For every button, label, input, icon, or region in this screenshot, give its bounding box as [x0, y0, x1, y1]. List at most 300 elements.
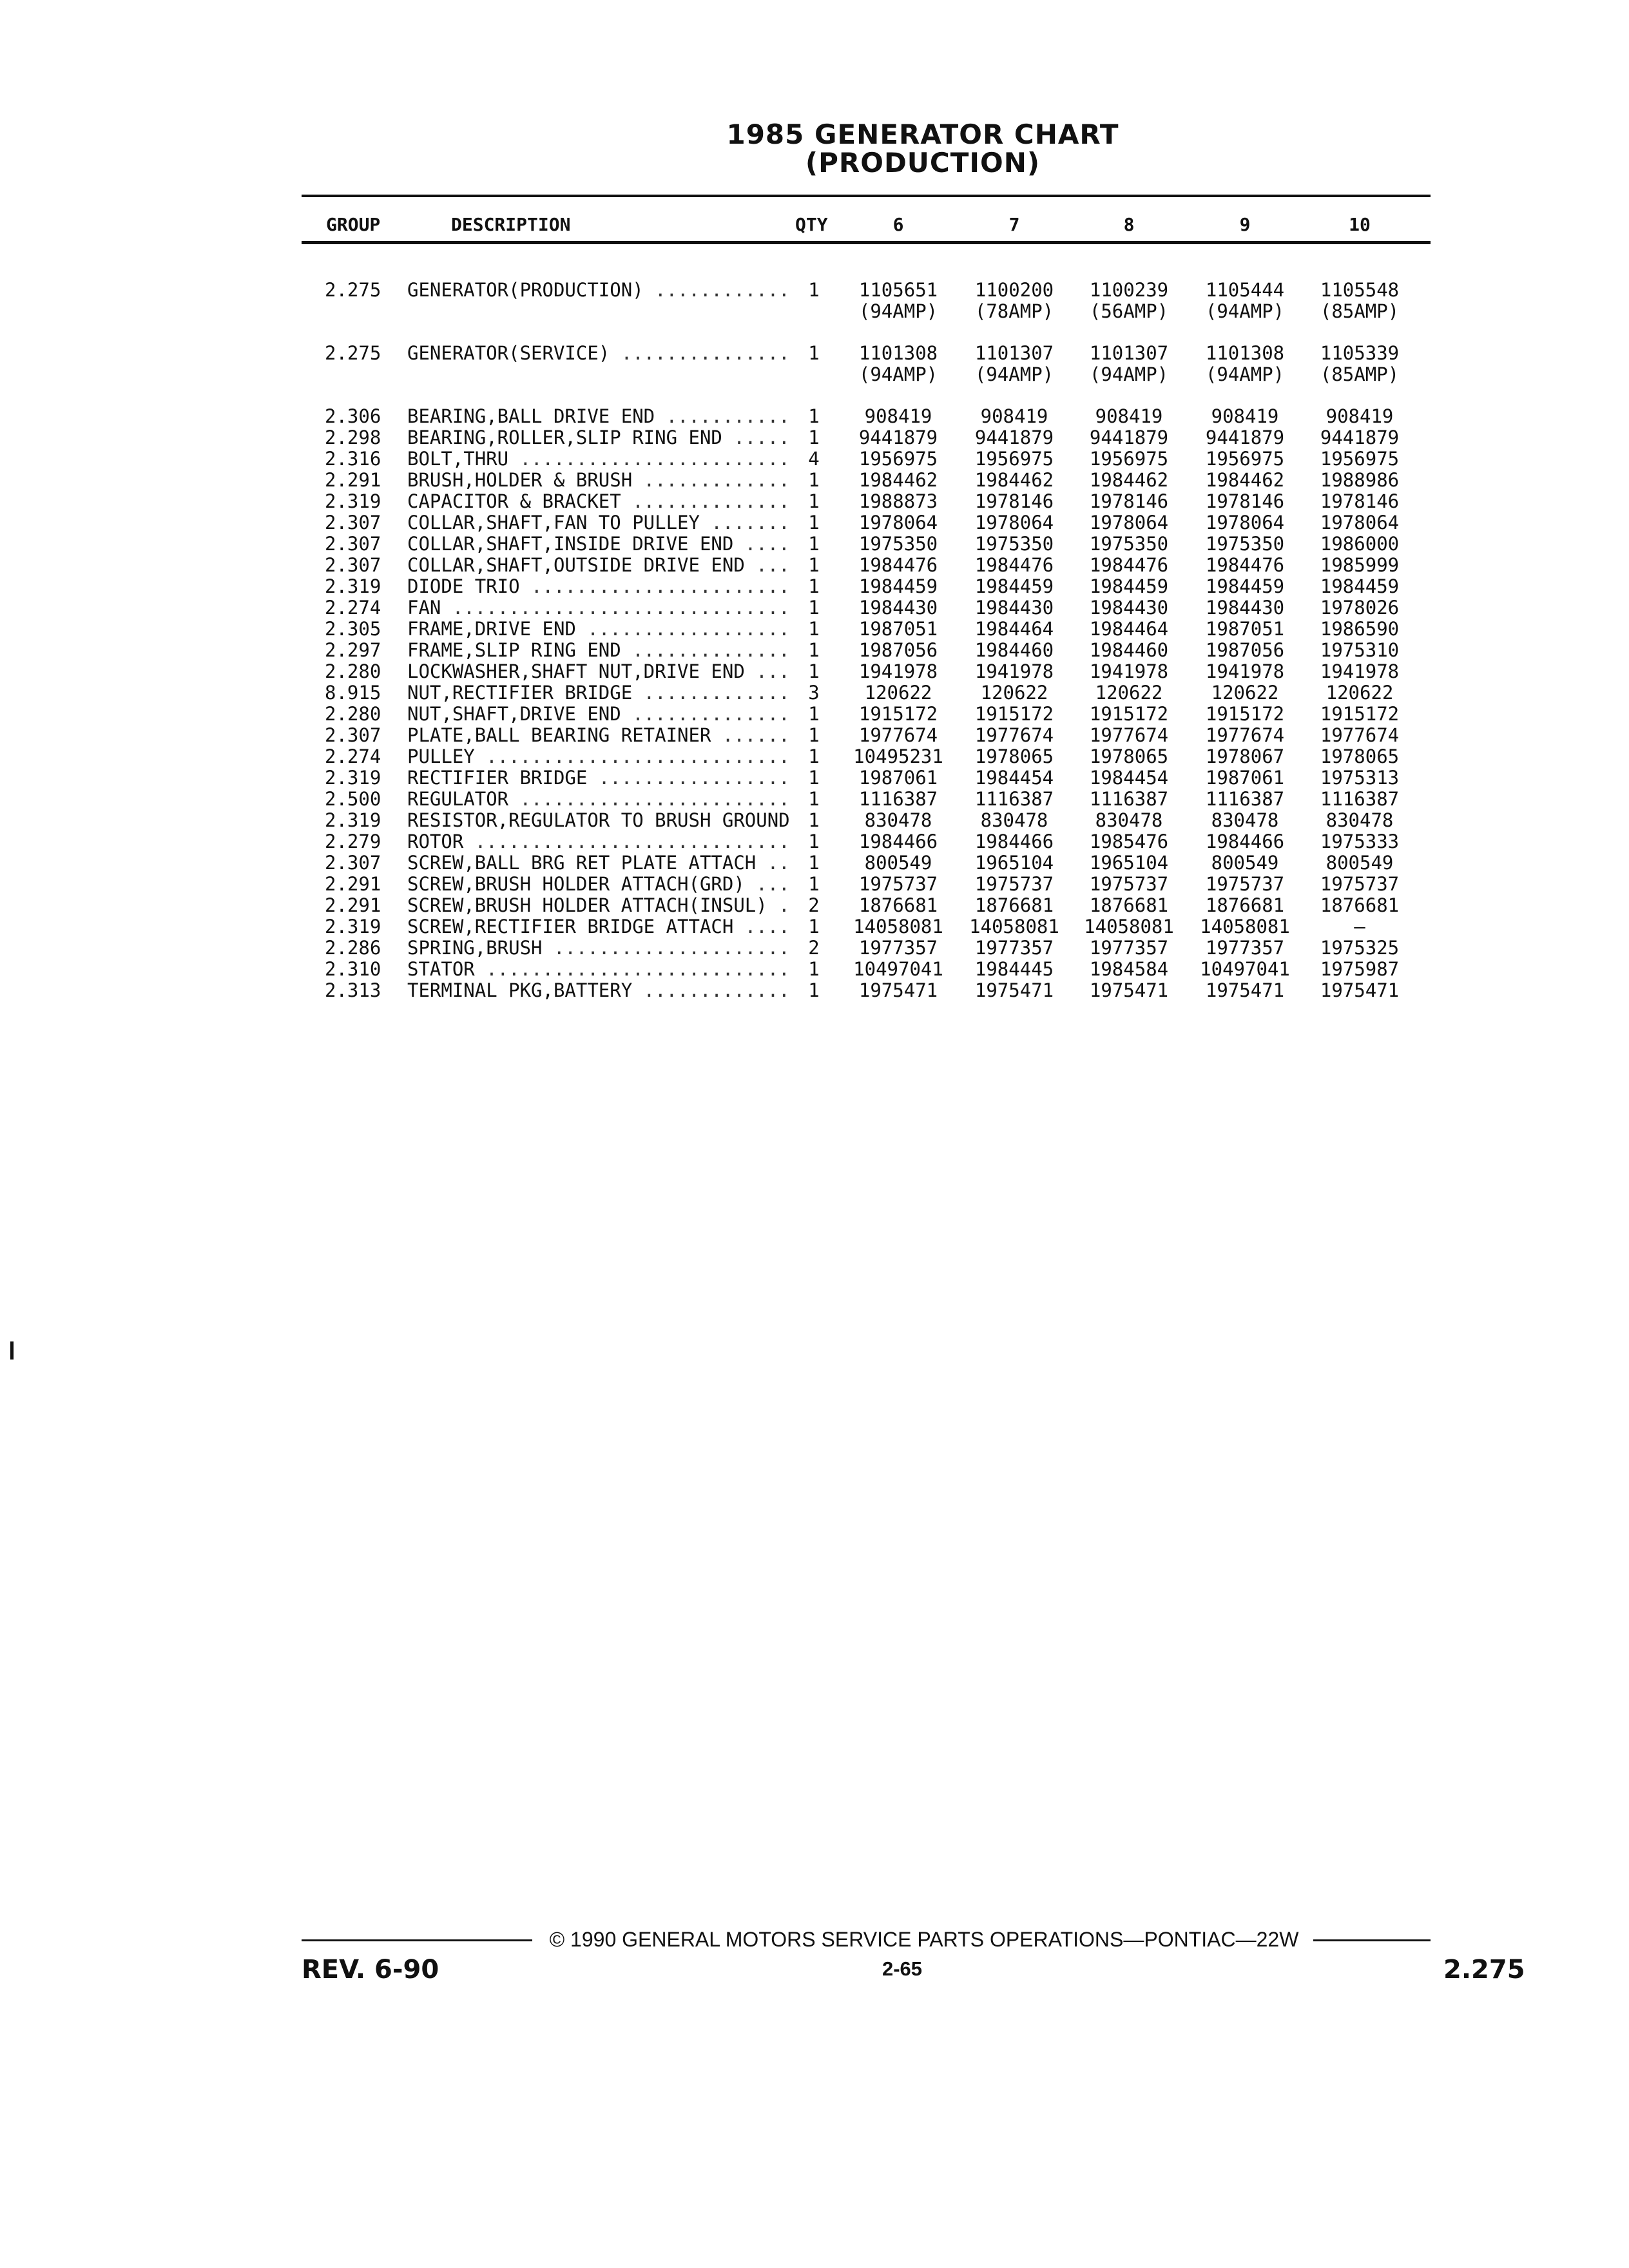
part-number-col-8: 1984454 [1089, 767, 1169, 789]
part-number-col-7: 1984454 [974, 767, 1054, 789]
part-number-col-9: 908419 [1211, 405, 1279, 427]
part-number-col-10: 1975310 [1320, 639, 1400, 661]
leader-dots: ...... [711, 725, 790, 746]
table-row [0, 746, 1629, 767]
quantity: 1 [808, 788, 820, 810]
page-title: 1985 GENERATOR CHART [726, 119, 1119, 150]
part-description-text: RESISTOR,REGULATOR TO BRUSH GROUND [407, 810, 790, 831]
part-number-col-10: 1956975 [1320, 448, 1400, 470]
part-number-col-8: 1984460 [1089, 639, 1169, 661]
footer-rule-left [302, 1939, 532, 1941]
column-header-qty: QTY [795, 214, 828, 235]
leader-dots: .............................. [441, 597, 790, 619]
part-number-col-7: 1984445 [974, 958, 1054, 980]
leader-dots: ..... [722, 427, 790, 448]
group-number: 2.319 [325, 575, 381, 597]
part-number-col-10: 1986590 [1320, 618, 1400, 640]
part-number-col-9: 120622 [1211, 682, 1279, 704]
part-number-col-6: 1984459 [858, 575, 938, 597]
part-description-text: GENERATOR(PRODUCTION) [407, 280, 644, 301]
part-number-col-10: 1984459 [1320, 575, 1400, 597]
table-row [0, 831, 1629, 852]
part-number-col-8: 1941978 [1089, 660, 1169, 682]
part-number-col-10: 1975325 [1320, 937, 1400, 959]
part-number-col-6: 10495231 [853, 745, 943, 767]
part-description-text: FRAME,SLIP RING END [407, 640, 621, 661]
part-number-col-7: 1977357 [974, 937, 1054, 959]
amperage-col-7: (78AMP) [974, 300, 1054, 322]
part-number-col-10: 1975471 [1320, 979, 1400, 1001]
part-number-col-9: 1978064 [1205, 512, 1285, 533]
group-number: 2.307 [325, 852, 381, 874]
leader-dots: .................. [575, 619, 790, 640]
part-number-col-9: 1984466 [1205, 831, 1285, 852]
quantity: 1 [808, 575, 820, 597]
quantity: 1 [808, 724, 820, 746]
quantity: 1 [808, 279, 820, 301]
part-description-text: BOLT,THRU [407, 448, 509, 470]
quantity: 2 [808, 937, 820, 959]
part-description [407, 831, 800, 852]
part-description [407, 874, 800, 895]
part-number-col-9: 1978067 [1205, 745, 1285, 767]
group-number: 2.319 [325, 490, 381, 512]
amperage-col-6: (94AMP) [858, 300, 938, 322]
part-number-col-8: 1985476 [1089, 831, 1169, 852]
group-number: 2.307 [325, 724, 381, 746]
part-number-col-8: 9441879 [1089, 427, 1169, 448]
leader-dots: ............................ [463, 831, 790, 852]
part-description [407, 661, 800, 682]
part-description [407, 470, 800, 491]
part-number-col-9: 1987061 [1205, 767, 1285, 789]
quantity: 4 [808, 448, 820, 470]
quantity: 3 [808, 682, 820, 704]
part-number-col-8: 1116387 [1089, 788, 1169, 810]
part-description [407, 725, 800, 746]
part-number-col-10: 1978064 [1320, 512, 1400, 533]
amperage-col-8: (56AMP) [1089, 300, 1169, 322]
part-number-col-10: 1105548 [1320, 279, 1400, 301]
part-number-col-6: 1984430 [858, 597, 938, 619]
part-number-col-6: 1105651 [858, 279, 938, 301]
leader-dots: ... [744, 661, 790, 682]
part-number-col-6: 10497041 [853, 958, 943, 980]
table-row [0, 767, 1629, 789]
part-number-col-7: 1100200 [974, 279, 1054, 301]
table-row [0, 725, 1629, 746]
table-row [0, 280, 1629, 301]
part-number-col-10: 1975987 [1320, 958, 1400, 980]
column-header-9: 9 [1239, 214, 1251, 235]
part-number-col-9: 14058081 [1200, 916, 1290, 937]
part-description-text: STATOR [407, 959, 475, 980]
part-description-text: NUT,SHAFT,DRIVE END [407, 704, 621, 725]
part-description-text: COLLAR,SHAFT,INSIDE DRIVE END [407, 533, 734, 555]
part-description-text: PULLEY [407, 746, 475, 767]
part-number-col-9: 1956975 [1205, 448, 1285, 470]
section-number: 2.275 [1443, 1955, 1525, 1984]
table-row [0, 491, 1629, 512]
revision-label: REV. 6-90 [302, 1955, 439, 1984]
part-number-col-10: — [1354, 916, 1365, 937]
part-number-col-7: 1965104 [974, 852, 1054, 874]
part-description-text: CAPACITOR & BRACKET [407, 491, 621, 512]
part-number-col-8: 1975471 [1089, 979, 1169, 1001]
part-number-col-8: 1977674 [1089, 724, 1169, 746]
leader-dots: .............. [621, 491, 790, 512]
part-description [407, 640, 800, 661]
part-description-text: GENERATOR(SERVICE) [407, 343, 610, 364]
part-number-col-7: 1978065 [974, 745, 1054, 767]
group-number: 2.275 [325, 342, 381, 364]
quantity: 1 [808, 831, 820, 852]
part-description [407, 555, 800, 576]
group-number: 2.298 [325, 427, 381, 448]
part-description-text: TERMINAL PKG,BATTERY [407, 980, 633, 1001]
part-number-col-8: 1975350 [1089, 533, 1169, 555]
page-number: 2-65 [882, 1957, 923, 1980]
part-number-col-9: 1978146 [1205, 490, 1285, 512]
table-row [0, 533, 1629, 555]
part-number-col-8: 1984430 [1089, 597, 1169, 619]
group-number: 2.279 [325, 831, 381, 852]
part-description [407, 704, 800, 725]
quantity: 1 [808, 533, 820, 555]
part-number-col-8: 1984584 [1089, 958, 1169, 980]
quantity: 1 [808, 703, 820, 725]
part-number-col-10: 1986000 [1320, 533, 1400, 555]
leader-dots: ........................ [508, 789, 790, 810]
leader-dots: ........................... [474, 746, 790, 767]
part-description [407, 427, 800, 448]
leader-dots: ... [744, 874, 790, 895]
quantity: 1 [808, 660, 820, 682]
group-number: 2.291 [325, 469, 381, 491]
table-row [0, 343, 1629, 364]
part-number-col-8: 1956975 [1089, 448, 1169, 470]
part-description-text: BEARING,BALL DRIVE END [407, 406, 655, 427]
part-description [407, 895, 800, 916]
part-number-col-6: 830478 [864, 809, 932, 831]
part-description-text: ROTOR [407, 831, 464, 852]
part-number-col-8: 1876681 [1089, 894, 1169, 916]
table-row [0, 555, 1629, 576]
part-description [407, 852, 800, 874]
part-description [407, 533, 800, 555]
quantity: 1 [808, 767, 820, 789]
part-number-col-10: 9441879 [1320, 427, 1400, 448]
part-number-col-8: 1101307 [1089, 342, 1169, 364]
part-number-col-6: 1941978 [858, 660, 938, 682]
table-row [0, 448, 1629, 470]
part-description-text: RECTIFIER BRIDGE [407, 767, 588, 789]
part-description-text: SCREW,RECTIFIER BRIDGE ATTACH [407, 916, 734, 937]
leader-dots: ............... [610, 343, 790, 364]
leader-dots: ........... [655, 406, 790, 427]
part-number-col-7: 1915172 [974, 703, 1054, 725]
part-number-col-7: 1876681 [974, 894, 1054, 916]
parts-table [0, 280, 1629, 1001]
part-description [407, 682, 800, 704]
column-header-group: GROUP [326, 214, 381, 235]
part-number-col-6: 1987051 [858, 618, 938, 640]
part-number-col-10: 1105339 [1320, 342, 1400, 364]
part-number-col-7: 830478 [980, 809, 1048, 831]
part-number-col-10: 1978146 [1320, 490, 1400, 512]
part-description-text: SCREW,BALL BRG RET PLATE ATTACH [407, 852, 757, 874]
part-number-col-6: 1984476 [858, 554, 938, 576]
part-number-col-6: 1956975 [858, 448, 938, 470]
part-number-col-9: 1984476 [1205, 554, 1285, 576]
part-number-col-9: 1977674 [1205, 724, 1285, 746]
part-number-col-9: 9441879 [1205, 427, 1285, 448]
column-header-10: 10 [1349, 214, 1371, 235]
part-number-col-6: 1984466 [858, 831, 938, 852]
part-number-col-7: 1978064 [974, 512, 1054, 533]
amperage-col-10: (85AMP) [1320, 363, 1400, 385]
quantity: 1 [808, 490, 820, 512]
part-description [407, 491, 800, 512]
leader-dots: ............. [632, 470, 790, 491]
group-number: 2.319 [325, 809, 381, 831]
part-number-col-7: 1975471 [974, 979, 1054, 1001]
part-number-col-7: 14058081 [969, 916, 1059, 937]
column-header-6: 6 [892, 214, 904, 235]
part-description [407, 406, 800, 427]
footer-rule-right [1313, 1939, 1431, 1941]
part-number-col-9: 1116387 [1205, 788, 1285, 810]
leader-dots: . [767, 895, 790, 916]
part-number-col-8: 1978065 [1089, 745, 1169, 767]
part-number-col-9: 1975350 [1205, 533, 1285, 555]
table-row [0, 937, 1629, 959]
group-number: 2.307 [325, 554, 381, 576]
quantity: 1 [808, 745, 820, 767]
part-number-col-9: 1987056 [1205, 639, 1285, 661]
table-row [0, 619, 1629, 640]
quantity: 1 [808, 979, 820, 1001]
part-number-col-9: 1984430 [1205, 597, 1285, 619]
table-row [0, 661, 1629, 682]
table-row [0, 427, 1629, 448]
header-bottom-rule [302, 241, 1431, 244]
group-number: 2.305 [325, 618, 381, 640]
leader-dots: .... [733, 533, 790, 555]
amperage-col-10: (85AMP) [1320, 300, 1400, 322]
part-number-col-7: 1978146 [974, 490, 1054, 512]
leader-dots: ..................... [542, 937, 790, 959]
amperage-col-9: (94AMP) [1205, 363, 1285, 385]
part-number-col-9: 1941978 [1205, 660, 1285, 682]
header-top-rule [302, 195, 1431, 197]
part-number-col-7: 1975350 [974, 533, 1054, 555]
amperage-col-8: (94AMP) [1089, 363, 1169, 385]
table-row [0, 789, 1629, 810]
table-row [0, 810, 1629, 831]
group-number: 2.275 [325, 279, 381, 301]
leader-dots: .............. [621, 640, 790, 661]
part-number-col-6: 800549 [864, 852, 932, 874]
group-number: 2.297 [325, 639, 381, 661]
part-number-col-9: 10497041 [1200, 958, 1290, 980]
leader-dots: .. [756, 852, 790, 874]
leader-dots: ....... [699, 512, 790, 533]
column-header-7: 7 [1008, 214, 1020, 235]
part-number-col-6: 1978064 [858, 512, 938, 533]
leader-dots: ............. [632, 980, 790, 1001]
part-number-col-9: 1105444 [1205, 279, 1285, 301]
table-row [0, 852, 1629, 874]
part-number-col-7: 1984460 [974, 639, 1054, 661]
part-number-col-6: 1975350 [858, 533, 938, 555]
part-number-col-10: 1978065 [1320, 745, 1400, 767]
part-number-col-9: 1915172 [1205, 703, 1285, 725]
part-number-col-10: 1876681 [1320, 894, 1400, 916]
part-number-col-7: 9441879 [974, 427, 1054, 448]
amperage-row [0, 301, 1629, 322]
part-number-col-8: 120622 [1095, 682, 1163, 704]
part-number-col-10: 1978026 [1320, 597, 1400, 619]
part-number-col-10: 1977674 [1320, 724, 1400, 746]
part-description [407, 448, 800, 470]
part-number-col-8: 1977357 [1089, 937, 1169, 959]
leader-dots: .... [733, 916, 790, 937]
part-number-col-8: 830478 [1095, 809, 1163, 831]
part-number-col-10: 908419 [1325, 405, 1394, 427]
part-number-col-8: 1100239 [1089, 279, 1169, 301]
part-description-text: COLLAR,SHAFT,FAN TO PULLEY [407, 512, 700, 533]
quantity: 1 [808, 809, 820, 831]
part-number-col-8: 1978146 [1089, 490, 1169, 512]
part-number-col-10: 1975313 [1320, 767, 1400, 789]
footer-copyright: © 1990 GENERAL MOTORS SERVICE PARTS OPERATIONS—PONTIAC—22W [549, 1928, 1299, 1951]
table-row [0, 576, 1629, 597]
group-number: 2.306 [325, 405, 381, 427]
part-description-text: NUT,RECTIFIER BRIDGE [407, 682, 633, 704]
part-description [407, 280, 800, 301]
part-number-col-8: 1975737 [1089, 873, 1169, 895]
leader-dots: ... [744, 555, 790, 576]
part-number-col-7: 120622 [980, 682, 1048, 704]
part-number-col-8: 1965104 [1089, 852, 1169, 874]
part-description [407, 789, 800, 810]
part-number-col-7: 1984459 [974, 575, 1054, 597]
leader-dots: .............. [621, 704, 790, 725]
quantity: 1 [808, 916, 820, 937]
part-number-col-7: 1984430 [974, 597, 1054, 619]
column-header-description: DESCRIPTION [451, 214, 571, 235]
quantity: 2 [808, 894, 820, 916]
part-number-col-9: 830478 [1211, 809, 1279, 831]
table-row [0, 874, 1629, 895]
table-row [0, 512, 1629, 533]
part-number-col-8: 1984459 [1089, 575, 1169, 597]
group-number: 2.307 [325, 533, 381, 555]
group-number: 2.274 [325, 745, 381, 767]
amperage-col-6: (94AMP) [858, 363, 938, 385]
table-row [0, 640, 1629, 661]
part-number-col-6: 1977674 [858, 724, 938, 746]
part-description-text: BEARING,ROLLER,SLIP RING END [407, 427, 722, 448]
part-description [407, 810, 800, 831]
part-number-col-6: 120622 [864, 682, 932, 704]
group-number: 2.307 [325, 512, 381, 533]
table-row [0, 895, 1629, 916]
leader-dots: ........................... [474, 959, 790, 980]
scan-mark [10, 1341, 14, 1360]
part-number-col-7: 1984464 [974, 618, 1054, 640]
group-number: 2.316 [325, 448, 381, 470]
part-number-col-6: 908419 [864, 405, 932, 427]
part-number-col-7: 1984476 [974, 554, 1054, 576]
part-number-col-7: 1941978 [974, 660, 1054, 682]
part-number-col-9: 800549 [1211, 852, 1279, 874]
part-description [407, 597, 800, 619]
part-number-col-8: 1915172 [1089, 703, 1169, 725]
part-number-col-7: 1116387 [974, 788, 1054, 810]
part-number-col-9: 1984462 [1205, 469, 1285, 491]
part-number-col-7: 1984466 [974, 831, 1054, 852]
table-row [0, 406, 1629, 427]
part-number-col-8: 908419 [1095, 405, 1163, 427]
part-number-col-8: 1984464 [1089, 618, 1169, 640]
part-description [407, 746, 800, 767]
quantity: 1 [808, 618, 820, 640]
group-number: 2.280 [325, 703, 381, 725]
group-number: 8.915 [325, 682, 381, 704]
part-description [407, 512, 800, 533]
part-description [407, 937, 800, 959]
amperage-col-7: (94AMP) [974, 363, 1054, 385]
quantity: 1 [808, 427, 820, 448]
part-number-col-10: 1975333 [1320, 831, 1400, 852]
part-number-col-10: 1985999 [1320, 554, 1400, 576]
part-description [407, 916, 800, 937]
group-number: 2.319 [325, 916, 381, 937]
part-number-col-6: 1987061 [858, 767, 938, 789]
part-description [407, 576, 800, 597]
part-number-col-9: 1984459 [1205, 575, 1285, 597]
group-number: 2.291 [325, 894, 381, 916]
part-number-col-6: 1984462 [858, 469, 938, 491]
part-number-col-10: 120622 [1325, 682, 1394, 704]
quantity: 1 [808, 554, 820, 576]
group-number: 2.500 [325, 788, 381, 810]
part-description-text: SCREW,BRUSH HOLDER ATTACH(INSUL) [407, 895, 767, 916]
group-number: 2.274 [325, 597, 381, 619]
part-description-text: DIODE TRIO [407, 576, 520, 597]
leader-dots: ............. [632, 682, 790, 704]
part-number-col-6: 1975471 [858, 979, 938, 1001]
table-row [0, 916, 1629, 937]
part-description [407, 619, 800, 640]
quantity: 1 [808, 958, 820, 980]
part-number-col-6: 9441879 [858, 427, 938, 448]
part-number-col-8: 1984476 [1089, 554, 1169, 576]
table-row [0, 980, 1629, 1001]
part-number-col-9: 1101308 [1205, 342, 1285, 364]
quantity: 1 [808, 342, 820, 364]
table-row [0, 682, 1629, 704]
part-number-col-6: 1101308 [858, 342, 938, 364]
part-description-text: REGULATOR [407, 789, 509, 810]
part-number-col-6: 1975737 [858, 873, 938, 895]
part-number-col-7: 1956975 [974, 448, 1054, 470]
group-number: 2.313 [325, 979, 381, 1001]
part-description-text: SCREW,BRUSH HOLDER ATTACH(GRD) [407, 874, 745, 895]
quantity: 1 [808, 512, 820, 533]
